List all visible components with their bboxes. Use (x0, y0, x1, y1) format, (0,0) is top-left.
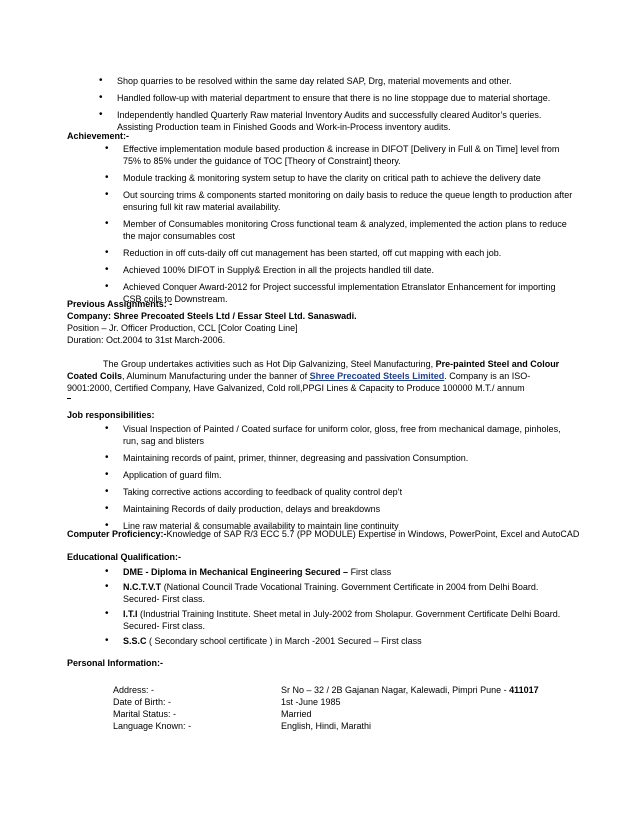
achievement-heading: Achievement:- (67, 131, 130, 141)
list-item: • Shop quarries to be resolved within the same day related SAP, Drg, material movements and other. (67, 75, 575, 87)
dob-label: Date of Birth: - (113, 697, 172, 707)
company-description: The Group undertakes activities such as Hot Dip Galvanizing, Steel Manufacturing, Pre-painted Steel and Colour Coated Coils, Aluminum Manufacturing under the banner of Shree Precoated Steels Limited. Company is an ISO-9001:2000, Certified Company, Have Galvanized, Cold roll,PPGI Lines & Capacity to Produce 100000 M.T./ annum (67, 359, 560, 393)
list-item: • Out sourcing trims & components started monitoring on daily basis to reduce the queue length to production after ensuring full kit raw material availability. (67, 189, 575, 213)
job-heading: Job responsibilities: (67, 410, 155, 420)
previous-heading: Previous Assignments: - (67, 299, 173, 309)
list-item: • I.T.I (Industrial Training Institute. Sheet metal in July-2002 from Sholapur. Government Certificate Delhi Board. Secured- First class. (67, 608, 575, 632)
address-value: Sr No – 32 / 2B Gajanan Nagar, Kalewadi, Pimpri Pune - 411017 (281, 685, 539, 695)
list-item: • Achieved 100% DIFOT in Supply& Erection in all the projects handled till date. (67, 264, 575, 276)
list-item: • Effective implementation module based production & increase in DIFOT [Delivery in Full & on Time] level from 75% to 85% under the guidance of TOC [Theory of Constraint] theory. (67, 143, 575, 167)
personal-heading: Personal Information:- (67, 658, 164, 668)
company-line: Company: Shree Precoated Steels Ltd / Essar Steel Ltd. Sanaswadi. (67, 311, 357, 321)
previous-assignments (67, 298, 575, 346)
marital-value: Married (281, 709, 312, 719)
list-item: • N.C.T.V.T (National Council Trade Vocational Training. Government Certificate in 2004 from Delhi Board. Secured- First class. (67, 581, 575, 605)
list-item: • Maintaining records of paint, primer, thinner, degreasing and passivation Consumption. (67, 452, 575, 464)
language-value: English, Hindi, Marathi (281, 721, 372, 731)
achievement-list (67, 143, 575, 305)
list-item: • Member of Consumables monitoring Cross functional team & analyzed, implemented the action plans to reduce the major consumables cost (67, 218, 575, 242)
separator-mark (67, 398, 575, 399)
list-item: • Module tracking & monitoring system setup to have the clarity on critical path to achieve the delivery date (67, 172, 575, 184)
list-item: • Line raw material & consumable availability to maintain line continuity (67, 520, 575, 532)
list-item: • Visual Inspection of Painted / Coated surface for uniform color, gloss, free from mechanical damage, pinholes, run, sag and blisters (67, 423, 575, 447)
education-heading: Educational Qualification:- (67, 552, 182, 562)
position-line: Position – Jr. Officer Production, CCL [Color Coating Line] (67, 323, 298, 333)
computer-proficiency: Computer Proficiency:-Knowledge of SAP R/3 ECC 5.7 (PP MODULE) Expertise in Windows, PowerPoint, Excel and AutoCAD (67, 529, 580, 539)
duration-line: Duration: Oct.2004 to 31st March-2006. (67, 335, 226, 345)
job-list (67, 423, 575, 532)
list-item: • Independently handled Quarterly Raw material Inventory Audits and successfully cleared Auditor’s queries. Assisting Production team in Finished Goods and Work-in-Process inventory audits. (67, 109, 575, 133)
list-item: • S.S.C ( Secondary school certificate ) in March -2001 Secured – First class (67, 635, 575, 647)
education-list (67, 566, 575, 650)
company-link[interactable]: Shree Precoated Steels Limited (309, 371, 445, 381)
dob-value: 1st -June 1985 (281, 697, 341, 707)
list-item: • Reduction in off cuts-daily off cut management has been started, off cut mapping with each job. (67, 247, 575, 259)
responsibility-list (67, 75, 575, 133)
language-label: Language Known: - (113, 721, 192, 731)
list-item: • Handled follow-up with material department to ensure that there is no line stoppage due to material shortage. (67, 92, 575, 104)
address-label: Address: - (113, 685, 155, 695)
list-item: • Maintaining Records of daily production, delays and breakdowns (67, 503, 575, 515)
list-item: • Achieved Conquer Award-2012 for Project successful implementation Etranslator Enhancement for importing CSB coils to Downstream. (67, 281, 575, 305)
list-item: • Taking corrective actions according to feedback of quality control dep’t (67, 486, 575, 498)
list-item: • DME - Diploma in Mechanical Engineering Secured – First class (67, 566, 575, 578)
marital-label: Marital Status: - (113, 709, 177, 719)
list-item: • Application of guard film. (67, 469, 575, 481)
